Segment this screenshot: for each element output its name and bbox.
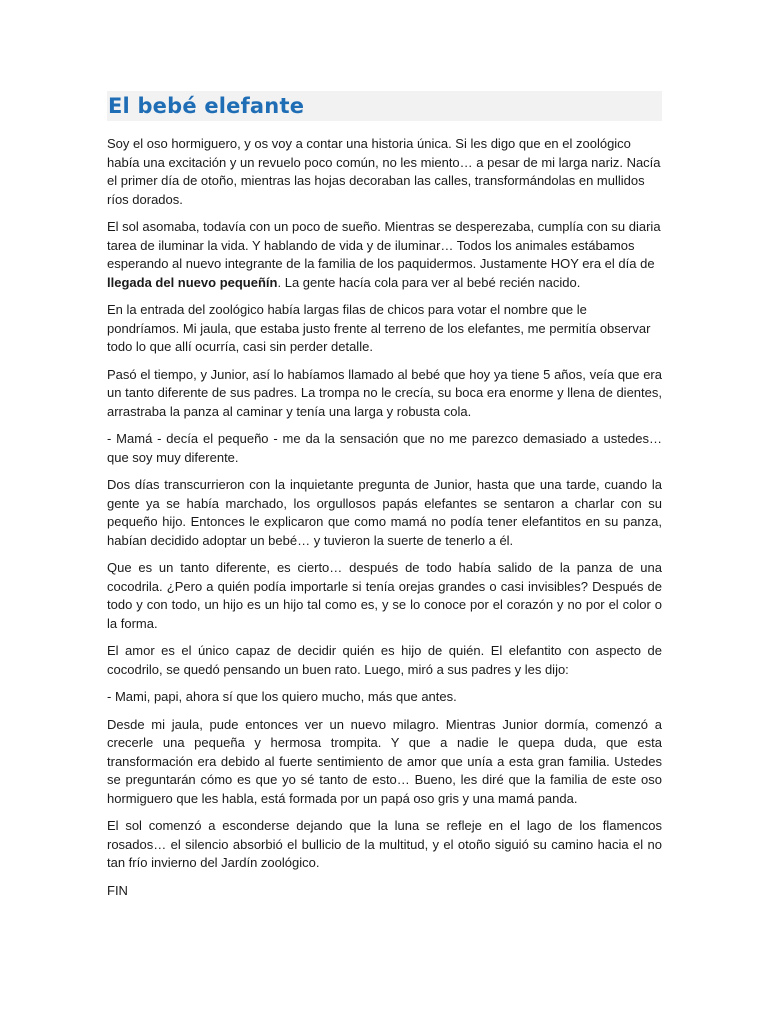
title-box: [107, 91, 662, 121]
paragraph-3: En la entrada del zoológico había largas filas de chicos para votar el nombre que le pondríamos. Mi jaula, que estaba justo frente al terreno de los elefantes, me permitía observar todo lo que allí ocurría, casi sin perder detalle.: [107, 302, 651, 354]
document-page: [107, 91, 662, 909]
paragraph-10: Desde mi jaula, pude entonces ver un nuevo milagro. Mientras Junior dormía, comenzó a crecerle una pequeña y hermosa trompita. Y que a nadie le quepa duda, que esta transformación era debido al fuerte sentimiento de amor que unía a esta gran familia. Ustedes se preguntarán cómo es que yo sé tanto de esto… Bueno, les diré que la familia de este oso hormiguero que les habla, está formada por un papá oso gris y una mamá panda.: [107, 716, 662, 806]
paragraph-5: - Mamá - decía el pequeño - me da la sensación que no me parezco demasiado a ustedes… que soy muy diferente.: [107, 431, 662, 465]
paragraph-end: FIN: [107, 882, 128, 898]
paragraph-4: Pasó el tiempo, y Junior, así lo habíamos llamado al bebé que hoy ya tiene 5 años, veía que era un tanto diferente de sus padres. La trompa no le crecía, su boca era enorme y llena de dientes, arrastraba la panza al caminar y tenía una larga y robusta cola.: [107, 366, 662, 419]
paragraph-2-bold-text: llegada del nuevo pequeñín: [107, 274, 278, 290]
paragraph-7: Que es un tanto diferente, es cierto… después de todo había salido de la panza de una cocodrila. ¿Pero a quién podía importarle si tenía orejas grandes o casi invisibles? Después de todo y con todo, un hijo es un hijo tal como es, y se lo conoce por el corazón y no por el color o la forma.: [107, 560, 662, 631]
paragraph-2-text-start: El sol asomaba, todavía con un poco de sueño. Mientras se desperezaba, cumplía con su diaria tarea de iluminar la vida. Y hablando de vida y de iluminar… Todos los animales estábamos esperando al nuevo integrante de la familia de los paquidermos. Justamente HOY era el día de: [107, 219, 661, 271]
paragraph-8: El amor es el único capaz de decidir quién es hijo de quién. El elefantito con aspecto de cocodrilo, se quedó pensando un buen rato. Luego, miró a sus padres y les dijo:: [107, 643, 662, 677]
paragraph-1: Soy el oso hormiguero, y os voy a contar una historia única. Si les digo que en el zoológico había una excitación y un revuelo poco común, no les miento… a pesar de mi larga nariz. Nacía el primer día de otoño, mientras las hojas decoraban las calles, transformándolas en mullidos ríos dorados.: [107, 136, 661, 207]
paragraph-6: Dos días transcurrieron con la inquietante pregunta de Junior, hasta que una tarde, cuando la gente ya se había marchado, los orgullosos papás elefantes se sentaron a charlar con su pequeño hijo. Entonces le explicaron que como mamá no podía tener elefantitos en su panza, habían decidido adoptar un bebé… y tuvieron la suerte de tenerlo a él.: [107, 477, 662, 548]
paragraph-11: El sol comenzó a esconderse dejando que la luna se refleje en el lago de los flamencos rosados… el silencio absorbió el bullicio de la multitud, y el otoño siguió su camino hacia el no tan frío invierno del Jardín zoológico.: [107, 818, 662, 870]
paragraph-9: - Mami, papi, ahora sí que los quiero mucho, más que antes.: [107, 689, 457, 704]
paragraph-2-text-end: . La gente hacía cola para ver al bebé recién nacido.: [277, 274, 581, 290]
page-title: El bebé elefante: [108, 94, 305, 118]
paragraph-2: [107, 218, 662, 292]
